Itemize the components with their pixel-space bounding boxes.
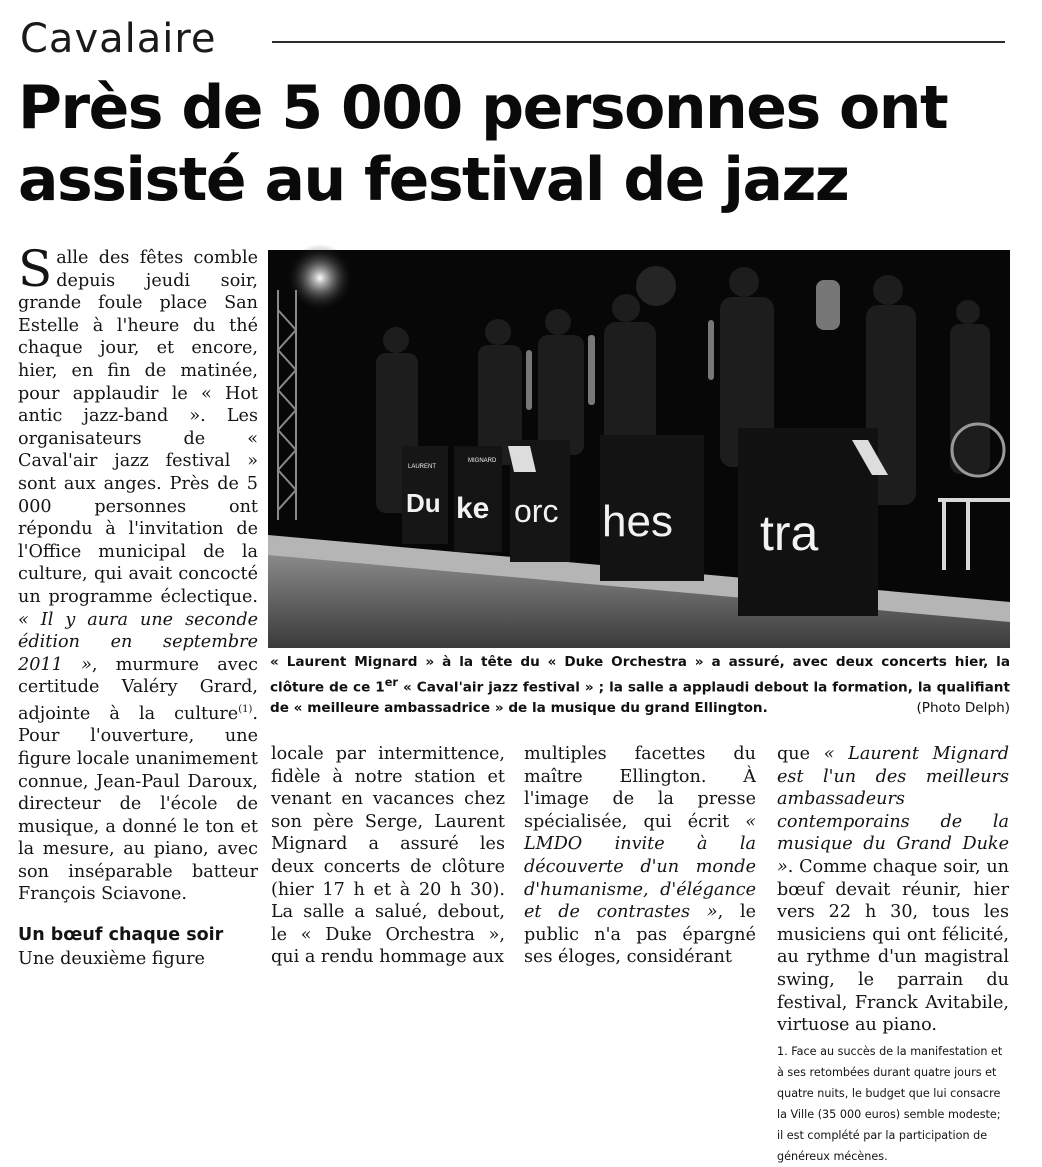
- closing-text: .: [787, 856, 794, 877]
- stand-letters-ke: ke: [456, 492, 490, 525]
- photo-caption: [270, 652, 1010, 718]
- kicker-row: [20, 14, 1005, 64]
- stand-letters-du: Du: [406, 488, 441, 518]
- article-column-2: [271, 743, 505, 983]
- article-column-3: [524, 743, 756, 983]
- quote-adjointe: « Il y aura une seconde édition en septembre 2011 »: [18, 609, 258, 675]
- public-text: le public n'a pas épargné ses éloges, considérant: [524, 902, 756, 968]
- second-paragraph: [777, 743, 1009, 1037]
- stand-letters-tra: tra: [760, 505, 819, 561]
- quote-press: «: [745, 811, 756, 832]
- article-column-1: [18, 240, 258, 987]
- photo-credit: (Photo Delph): [916, 699, 1010, 716]
- quote-press: LMDO invite à la découverte d'un monde d'humanisme, d'élégance et de contrastes »: [524, 834, 756, 923]
- stand-text-mignard: MIGNARD: [468, 458, 497, 464]
- headline-line-2: assisté au festival de jazz: [18, 145, 849, 215]
- second-paragraph-text: Une deuxième figure: [18, 949, 205, 970]
- lead-paragraph: [18, 240, 258, 906]
- lead-text: alle des fêtes comble depuis jeudi soir, grande foule place San Estelle à l'heure du thé chaque jour, et encore, hier, en fin de matinée, pour applaudir le « Hot antic jazz-band ». Les organisateurs de « Caval'air jazz festival » sont aux anges. Près de 5 000 personnes ont répondu à l'invitation de l'Office municipal de la culture, qui avait concocté un programme éclectique.: [18, 248, 258, 607]
- opening-text: . Pour l'ouverture, une figure locale unanimement connue, Jean-Paul Daroux, directeur de l'école de musique, a donné le ton et la mesure, au piano, avec son inséparable batteur François Sciavone.: [18, 703, 258, 905]
- headline: [18, 72, 1018, 216]
- closing-text: Comme chaque soir, un bœuf devait réunir, hier vers 22 h 30, tous les musiciens qui ont félicité, au rythme d'un magistral swing, le parrain du festival, Franck Avitabile, virtuose au piano.: [777, 856, 1009, 1036]
- concert-photo-illustration: [268, 250, 1010, 648]
- public-text: ,: [717, 902, 724, 923]
- stand-text-laurent: LAURENT: [408, 464, 437, 470]
- second-paragraph: [18, 948, 258, 971]
- second-paragraph: [271, 743, 505, 969]
- second-paragraph-text: locale par intermittence, fidèle à notre station et venant en vacances chez son père Serge, Laurent Mignard a assuré les deux concerts de clôture (hier 17 h et à 20 h 30). La salle a salué, debout, le « Duke Orchestra », qui a rendu hommage aux: [271, 744, 505, 968]
- caption-text-start: « Laurent Mignard » à la tête du « Duke Orchestra » a assuré, avec deux concerts hier, la clôture de ce 1: [270, 654, 1010, 696]
- subhead: Un bœuf chaque soir: [18, 925, 224, 946]
- article-column-4: [777, 743, 1009, 1163]
- caption-text-end: « Caval'air jazz festival » ; la salle a applaudi debout la formation, la qualifiant de « meilleure ambassadrice » de la musique du grand Ellington.: [270, 679, 1010, 716]
- public-text: que: [777, 744, 824, 764]
- kicker-rule: [272, 41, 1005, 43]
- headline-line-1: Près de 5 000 personnes ont: [18, 73, 948, 143]
- second-paragraph: [524, 743, 756, 969]
- footnote-marker: (1): [238, 703, 253, 715]
- second-paragraph-text: multiples facettes du maître Ellington. À l'image de la presse spécialisée, qui écrit: [524, 744, 756, 832]
- kicker-label: Cavalaire: [20, 16, 217, 62]
- quote-public: «: [823, 744, 835, 764]
- quote-public: Laurent Mignard est l'un des meilleurs ambassadeurs contemporains de la musique du Grand Duke »: [777, 744, 1009, 877]
- caption-superscript: er: [384, 675, 399, 689]
- stand-letters-orc: orc: [514, 493, 559, 529]
- stand-letters-hes: hes: [602, 497, 673, 546]
- footnote: 1. Face au succès de la manifestation et à ses retombées durant quatre jours et quatre nuits, le budget que lui consacre la Ville (35 000 euros) semble modeste; il est complété par la participation de généreux mécènes.: [777, 1044, 1003, 1163]
- attribution-text: , murmure avec certitude Valéry Grard, adjointe à la culture: [18, 654, 258, 724]
- drop-cap: S: [18, 240, 53, 298]
- concert-photo: [268, 250, 1010, 648]
